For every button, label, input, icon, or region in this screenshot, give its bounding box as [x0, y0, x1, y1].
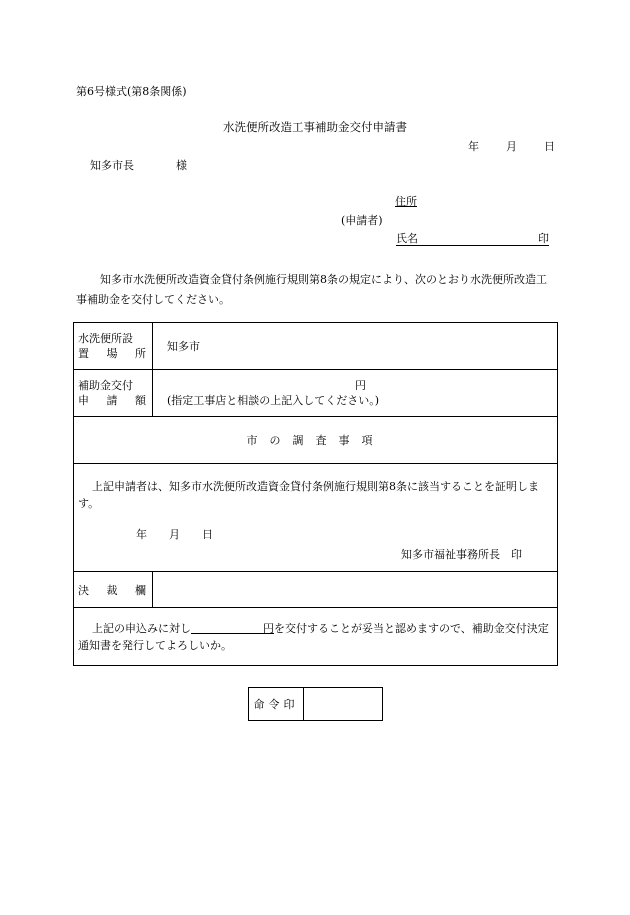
- addressee-name: 知多市長: [90, 159, 134, 172]
- amount-label-char: 申: [78, 394, 89, 407]
- location-label-char: 場: [106, 347, 118, 360]
- certification-text: 上記申請者は、知多市水洗便所改造資金貸付条例施行規則第8条に該当することを証明します。: [78, 480, 539, 510]
- approval-text-post: を交付することが妥当と認めますので、補助金交付決定通知書を発行してよろしいか。: [78, 621, 549, 652]
- seal-label: 印: [538, 232, 549, 245]
- amount-label-char: 請: [106, 394, 118, 407]
- amount-label: [74, 370, 153, 417]
- location-label-line1: 水洗便所設: [78, 332, 133, 345]
- date-row: [468, 141, 555, 152]
- body-text: 知多市水洗便所改造資金貸付条例施行規則第8条の規定により、次のとおり水洗便所改造工事補助金を交付してください。: [76, 273, 547, 306]
- address-label: 住所: [395, 195, 417, 208]
- decision-label-char: 欄: [135, 583, 146, 597]
- amount-label-line1: 補助金交付: [78, 379, 133, 392]
- date-day: 日: [544, 140, 555, 153]
- amount-row: [74, 370, 558, 417]
- decision-label-char: 裁: [106, 583, 118, 597]
- certification-official: 知多市福祉事務所長 印: [401, 548, 522, 561]
- amount-label-char: 額: [135, 394, 146, 407]
- decision-row: [74, 572, 558, 608]
- amount-value[interactable]: [153, 370, 558, 417]
- location-label-char: 所: [135, 347, 146, 360]
- application-table: [73, 322, 558, 666]
- order-seal-table: [248, 687, 383, 721]
- cert-date-day: 日: [202, 528, 213, 541]
- document-title: 水洗便所改造工事補助金交付申請書: [223, 120, 407, 134]
- amount-label-line2: [78, 393, 146, 408]
- name-field[interactable]: [396, 233, 549, 246]
- location-label-char: 置: [78, 347, 89, 360]
- approval-unit: 円: [263, 621, 274, 635]
- approval-text-pre: 上記の申込みに対し: [92, 621, 191, 635]
- addressee: [90, 160, 187, 171]
- location-label: [74, 323, 153, 370]
- certification-cell: [74, 464, 558, 572]
- approval-row: [74, 608, 558, 666]
- approval-cell: [74, 608, 558, 666]
- amount-note: (指定工事店と相談の上記入してください。): [167, 394, 380, 407]
- cert-date-month: 月: [169, 528, 180, 541]
- decision-label: [74, 572, 153, 608]
- form-number: 第6号様式(第8条関係): [76, 85, 187, 98]
- location-value[interactable]: [153, 323, 558, 370]
- certification-row: [74, 464, 558, 572]
- investigation-header-text: 市の調査事項: [246, 434, 385, 447]
- date-month: 月: [506, 140, 517, 153]
- date-year: 年: [468, 140, 479, 153]
- certification-date: [136, 526, 235, 542]
- approval-amount-blank[interactable]: [191, 621, 263, 634]
- amount-unit: 円: [355, 379, 366, 392]
- investigation-header-row: [74, 417, 558, 464]
- investigation-header: [74, 417, 558, 464]
- decision-label-char: 決: [78, 583, 89, 597]
- location-value-text: 知多市: [167, 340, 200, 353]
- order-seal-label: 命令印: [249, 688, 304, 721]
- addressee-honorific: 様: [176, 159, 187, 172]
- name-label: 氏名: [396, 232, 418, 245]
- cert-date-year: 年: [136, 528, 147, 541]
- applicant-role-label: (申請者): [341, 214, 383, 227]
- location-row: [74, 323, 558, 370]
- location-label-line2: [78, 346, 146, 361]
- order-seal-box[interactable]: [304, 688, 383, 721]
- decision-box[interactable]: [153, 572, 558, 608]
